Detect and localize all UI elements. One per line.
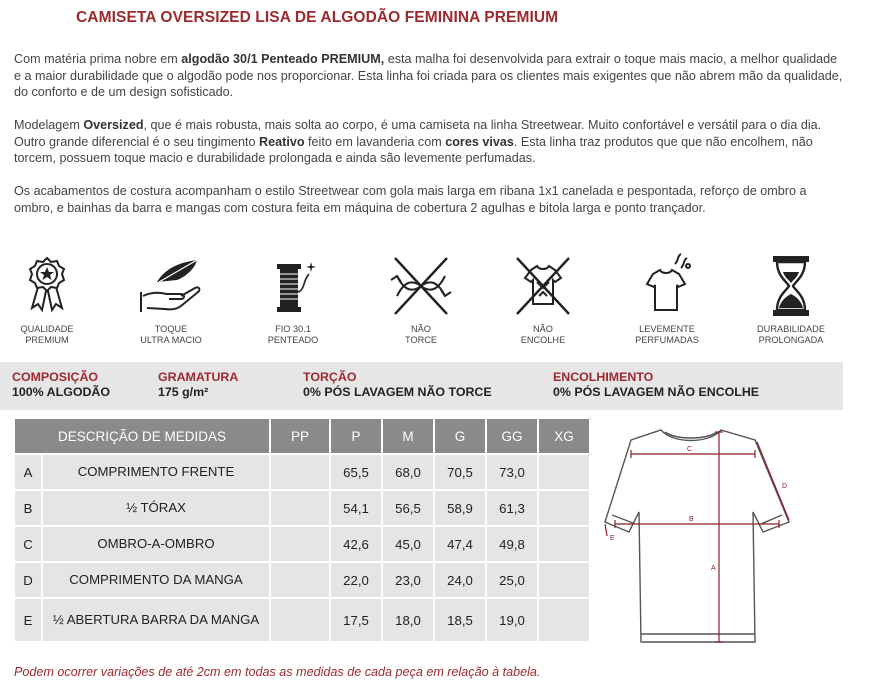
tshirt-measurement-diagram [603,420,808,650]
header-size-xg: XG [538,418,590,454]
row-letter: A [14,454,42,490]
cell-g: 24,0 [434,562,486,598]
description-paragraph-material [14,51,844,101]
cell-pp [270,526,330,562]
emphasis-text: cores vivas [445,134,514,149]
label-c: C [687,446,693,453]
feature-durability [736,252,846,345]
feature-label-line1: NÃO [533,324,553,334]
feature-label-line2: PREMIUM [25,334,69,345]
header-size-g: G [434,418,486,454]
cell-gg: 25,0 [486,562,538,598]
emphasis-text: Reativo [259,134,305,149]
paragraph-text: Com matéria prima nobre em [14,52,182,66]
feature-label-line2: PROLONGADA [758,334,824,345]
no-shrink-icon [509,252,577,322]
cell-p: 42,6 [330,526,382,562]
feature-label-line1: FIO 30.1 [275,324,311,334]
feature-quality [0,252,102,345]
row-letter: C [14,526,42,562]
feature-label-line2: PENTEADO [267,334,319,345]
feather-hand-icon [137,252,205,322]
feature-label-line1: QUALIDADE [20,324,74,334]
label-d: D [782,483,788,490]
cell-xg [538,598,590,642]
paragraph-text: esta malha foi desenvolvida para extrair o toque mais macio, a melhor qualidade e a maior durabilidade que o algodão pode nos proporcionar. Esta linha foi criada para os clientes mais exigentes que não abrem mão da qualidade, do conforto e de um design sofisticado. [14,52,843,99]
table-row [14,562,590,598]
spec-label: GRAMATURA [158,370,239,384]
feature-thread [238,252,348,345]
paragraph-text: feito em lavanderia com [304,134,446,149]
thread-spool-icon [259,252,327,322]
perfumed-shirt-icon [633,252,701,322]
spec-label: TORÇÃO [303,370,357,384]
feature-label-line1: LEVEMENTE [639,324,695,334]
size-chart-table [13,417,591,643]
row-letter: B [14,490,42,526]
emphasis-text: algodão 30/1 Penteado PREMIUM, [181,52,385,66]
cell-gg: 49,8 [486,526,538,562]
spec-value: 100% ALGODÃO [12,385,110,399]
header-size-p: P [330,418,382,454]
cell-gg: 73,0 [486,454,538,490]
paragraph-text: Modelagem [14,118,84,132]
disclaimer-note: Podem ocorrer variações de até 2cm em todas as medidas de cada peça em relação à tabela. [14,665,541,679]
feature-no-twist [366,252,476,345]
cell-xg [538,490,590,526]
feature-soft-touch [116,252,226,345]
row-description: OMBRO-A-OMBRO [42,526,270,562]
table-row [14,598,590,642]
spec-weight [158,370,238,400]
spec-value: 175 g/m² [158,385,209,399]
spec-label: ENCOLHIMENTO [553,370,654,384]
hourglass-icon [757,252,825,322]
cell-xg [538,526,590,562]
cell-m: 18,0 [382,598,434,642]
features-icon-row [0,252,882,352]
table-header-row [14,418,590,454]
paragraph-text: . Esta linha traz produtos que que não encolhem, não torcem, possuem toque macio e durabilidade prolongada e ainda são levemente perfumadas. [14,134,813,165]
page-title: CAMISETA OVERSIZED LISA DE ALGODÃO FEMININA PREMIUM [76,9,559,26]
paragraph-text: Os acabamentos de costura acompanham o estilo Streetwear com gola mais larga em ribana 1x1 canelada e pespontada, reforço de ombro a ombro, e bainhas da barra e mangas com costura feita em máquina de cobertura 2 agulhas e bitola larga e ponto trançador. [14,184,807,215]
header-size-m: M [382,418,434,454]
row-description: ½ TÓRAX [42,490,270,526]
header-description: DESCRIÇÃO DE MEDIDAS [14,418,270,454]
feature-label-line2: ENCOLHE [520,334,566,345]
cell-pp [270,562,330,598]
spec-shrinkage [553,370,759,400]
cell-m: 56,5 [382,490,434,526]
table-row [14,526,590,562]
emphasis-text: Oversized [83,118,144,132]
feature-label-line1: DURABILIDADE [757,324,825,334]
cell-g: 18,5 [434,598,486,642]
cell-p: 17,5 [330,598,382,642]
cell-pp [270,454,330,490]
header-size-pp: PP [270,418,330,454]
cell-p: 65,5 [330,454,382,490]
feature-label-line2: ULTRA MACIO [140,334,202,345]
description-paragraph-finishing [14,183,844,216]
cell-m: 68,0 [382,454,434,490]
cell-pp [270,598,330,642]
feature-label-line1: NÃO [411,324,431,334]
no-wring-icon [387,252,455,322]
spec-value: 0% PÓS LAVAGEM NÃO ENCOLHE [553,385,760,399]
header-size-gg: GG [486,418,538,454]
quality-badge-icon [13,252,81,322]
cell-g: 47,4 [434,526,486,562]
spec-value: 0% PÓS LAVAGEM NÃO TORCE [303,385,492,399]
table-row [14,490,590,526]
feature-no-shrink [488,252,598,345]
cell-gg: 19,0 [486,598,538,642]
row-letter: D [14,562,42,598]
specs-bar [0,362,843,410]
row-letter: E [14,598,42,642]
paragraph-text: , que é mais robusta, mais solta ao corpo, é uma camiseta na linha Streetwear. Muito confortável e versátil para o dia dia. Outro grande diferencial é o seu tingimento [14,118,822,149]
feature-label-line2: PERFUMADAS [635,334,699,345]
spec-composition [12,370,110,400]
cell-xg [538,562,590,598]
table-row [14,454,590,490]
spec-twist [303,370,492,400]
cell-pp [270,490,330,526]
label-a: A [711,565,716,572]
row-description: ½ ABERTURA BARRA DA MANGA [42,598,270,642]
cell-m: 23,0 [382,562,434,598]
cell-g: 58,9 [434,490,486,526]
cell-p: 54,1 [330,490,382,526]
feature-perfumed [612,252,722,345]
label-e: E [610,535,615,542]
cell-gg: 61,3 [486,490,538,526]
row-description: COMPRIMENTO FRENTE [42,454,270,490]
cell-p: 22,0 [330,562,382,598]
tshirt-outline-icon [603,420,808,650]
cell-xg [538,454,590,490]
cell-m: 45,0 [382,526,434,562]
spec-label: COMPOSIÇÃO [12,370,99,384]
feature-label-line1: TOQUE [154,324,188,334]
feature-label-line2: TORCE [405,334,437,345]
description-paragraph-modeling [14,117,844,167]
cell-g: 70,5 [434,454,486,490]
label-b: B [689,516,694,523]
row-description: COMPRIMENTO DA MANGA [42,562,270,598]
